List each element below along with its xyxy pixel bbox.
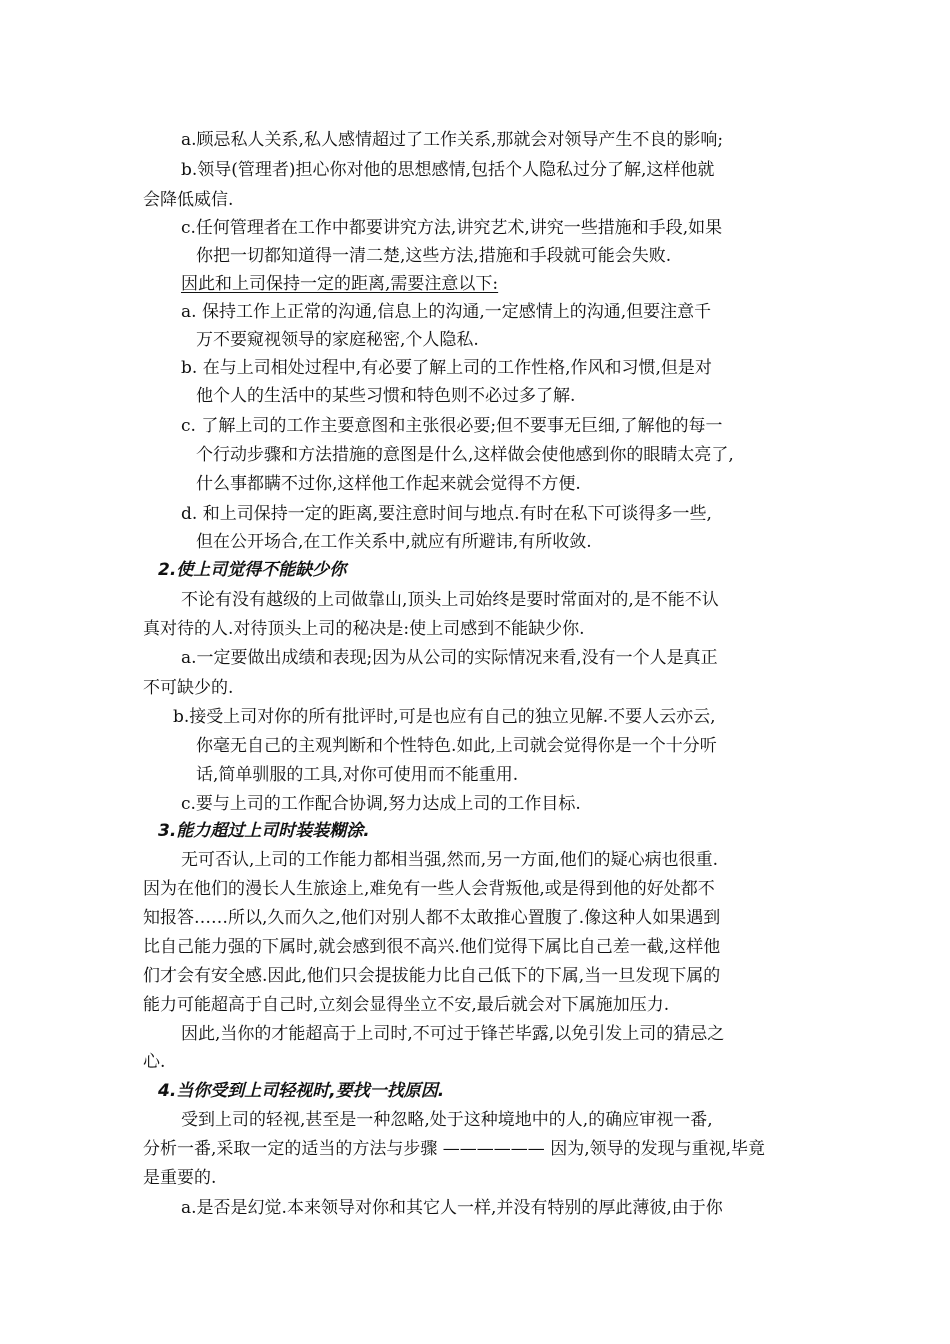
text-line: b. 在与上司相处过程中,有必要了解上司的工作性格,作风和习惯,但是对: [181, 358, 712, 378]
text-line: 但在公开场合,在工作关系中,就应有所避讳,有所收敛.: [196, 532, 592, 552]
text-line: a.顾忌私人关系,私人感情超过了工作关系,那就会对领导产生不良的影响;: [181, 130, 724, 150]
text-line: 比自己能力强的下属时,就会感到很不高兴.他们觉得下属比自己差一截,这样他: [143, 937, 721, 957]
text-line: d. 和上司保持一定的距离,要注意时间与地点.有时在私下可谈得多一些,: [181, 504, 712, 524]
text-line: c. 了解上司的工作主要意图和主张很必要;但不要事无巨细,了解他的每一: [181, 416, 723, 436]
text-line: 们才会有安全感.因此,他们只会提拔能力比自己低下的下属,当一旦发现下属的: [143, 966, 721, 986]
text-line: 真对待的人.对待顶头上司的秘决是:使上司感到不能缺少你.: [143, 619, 585, 639]
text-line: 不可缺少的.: [143, 678, 234, 698]
text-line: 因为在他们的漫长人生旅途上,难免有一些人会背叛他,或是得到他的好处都不: [143, 879, 715, 899]
text-line: 是重要的.: [143, 1168, 217, 1188]
text-line: 你把一切都知道得一清二楚,这些方法,措施和手段就可能会失败.: [196, 246, 672, 266]
text-line: 个行动步骤和方法措施的意图是什么,这样做会使他感到你的眼睛太亮了,: [196, 445, 734, 465]
text-line: 心.: [143, 1052, 166, 1072]
text-line: 你毫无自己的主观判断和个性特色.如此,上司就会觉得你是一个十分听: [196, 736, 717, 756]
text-line: 分析一番,采取一定的适当的方法与步骤 —————— 因为,领导的发现与重视,毕竟: [143, 1139, 766, 1159]
text-line: b.接受上司对你的所有批评时,可是也应有自己的独立见解.不要人云亦云,: [173, 707, 716, 727]
text-line: 话,简单驯服的工具,对你可使用而不能重用.: [196, 765, 519, 785]
text-line: 万不要窥视领导的家庭秘密,个人隐私.: [196, 330, 479, 350]
text-line: 无可否认,上司的工作能力都相当强,然而,另一方面,他们的疑心病也很重.: [181, 850, 719, 870]
text-line: 什么事都瞒不过你,这样他工作起来就会觉得不方便.: [196, 474, 581, 494]
text-line: a. 保持工作上正常的沟通,信息上的沟通,一定感情上的沟通,但要注意千: [181, 302, 712, 322]
text-line: 不论有没有越级的上司做靠山,顶头上司始终是要时常面对的,是不能不认: [181, 590, 719, 610]
text-line: 能力可能超高于自己时,立刻会显得坐立不安,最后就会对下属施加压力.: [143, 995, 670, 1015]
section-heading: 3.能力超过上司时装装糊涂.: [158, 821, 370, 841]
text-line: c.要与上司的工作配合协调,努力达成上司的工作目标.: [181, 794, 581, 814]
text-line: 他个人的生活中的某些习惯和特色则不必过多了解.: [196, 386, 576, 406]
text-line: b.领导(管理者)担心你对他的思想感情,包括个人隐私过分了解,这样他就: [181, 160, 715, 180]
text-line: 受到上司的轻视,甚至是一种忽略,处于这种境地中的人,的确应审视一番,: [181, 1110, 713, 1130]
text-line: 知报答……所以,久而久之,他们对别人都不太敢推心置腹了.像这种人如果遇到: [143, 908, 721, 928]
text-line: a.是否是幻觉.本来领导对你和其它人一样,并没有特别的厚此薄彼,由于你: [181, 1198, 723, 1218]
text-line: a.一定要做出成绩和表现;因为从公司的实际情况来看,没有一个人是真正: [181, 648, 718, 668]
text-line: c.任何管理者在工作中都要讲究方法,讲究艺术,讲究一些措施和手段,如果: [181, 218, 723, 238]
text-line: 因此,当你的才能超高于上司时,不可过于锋芒毕露,以免引发上司的猜忌之: [181, 1024, 725, 1044]
section-heading: 2.使上司觉得不能缺少你: [158, 560, 347, 580]
section-lead-underlined: 因此和上司保持一定的距离,需要注意以下:: [181, 274, 499, 294]
section-heading: 4.当你受到上司轻视时,要找一找原因.: [158, 1081, 445, 1101]
text-line: 会降低威信.: [143, 190, 234, 210]
